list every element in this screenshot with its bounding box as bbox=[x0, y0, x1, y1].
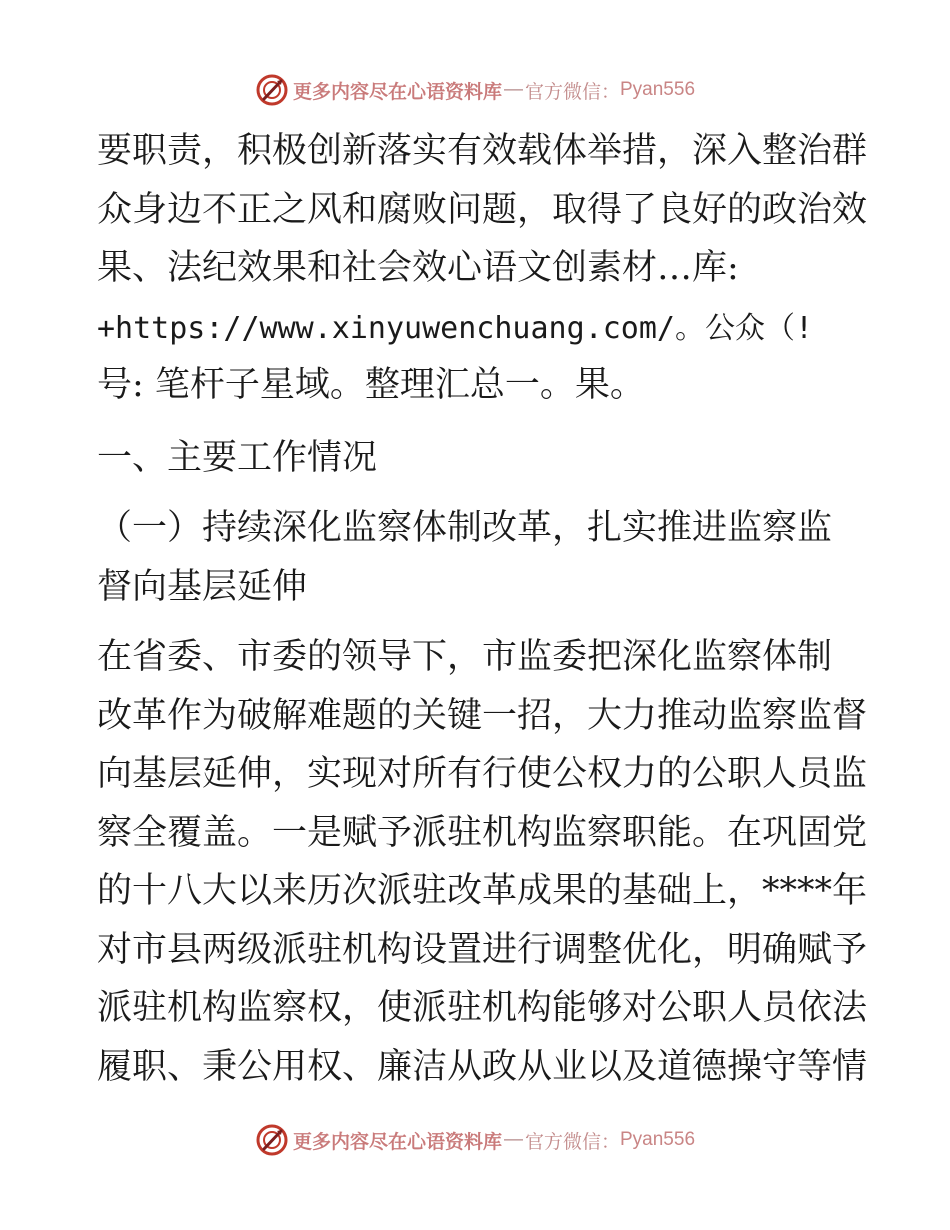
watermark-separator: — bbox=[503, 79, 523, 100]
brand-logo-icon bbox=[255, 73, 289, 107]
text-line: 号: 笔杆子星域。整理汇总一。果。 bbox=[97, 365, 645, 405]
paragraph-line: 派驻机构监察权，使派驻机构能够对公职人员依法 bbox=[97, 988, 868, 1028]
header-watermark bbox=[0, 70, 950, 110]
watermark-contact-label: 官方微信： bbox=[524, 80, 620, 103]
paragraph-line: 的十八大以来历次派驻改革成果的基础上，****年 bbox=[97, 871, 868, 911]
watermark-contact-id: Pyan556 bbox=[620, 1129, 696, 1150]
footer-watermark bbox=[0, 1120, 950, 1160]
subsection-heading: 督向基层延伸 bbox=[97, 566, 308, 607]
watermark-brand: 更多内容尽在心语资料库 bbox=[292, 1130, 502, 1153]
watermark-contact-label: 官方微信： bbox=[524, 1130, 620, 1153]
paragraph-line: 改革作为破解难题的关键一招，大力推动监察监督 bbox=[97, 695, 868, 736]
text-line: 众身边不正之风和腐败问题，取得了良好的政治效 bbox=[97, 189, 868, 230]
text-line: 要职责，积极创新落实有效载体举措，深入整治群 bbox=[97, 131, 868, 171]
paragraph-line: 向基层延伸，实现对所有行使公权力的公职人员监 bbox=[97, 754, 868, 794]
document-body bbox=[97, 122, 868, 1096]
source-url-text: +https://www.xinyuwenchuang.com/。公众（! bbox=[97, 310, 814, 346]
paragraph-line: 察全覆盖。一是赋予派驻机构监察职能。在巩固党 bbox=[97, 812, 868, 853]
paragraph-line: 在省委、市委的领导下，市监委把深化监察体制 bbox=[97, 637, 833, 677]
text-line: 果、法纪效果和社会效心语文创素材…库: bbox=[97, 248, 739, 288]
subsection-heading: （一）持续深化监察体制改革，扎实推进监察监 bbox=[97, 508, 833, 548]
source-url-line bbox=[97, 298, 857, 357]
watermark-separator: — bbox=[503, 1129, 523, 1150]
section-heading: 一、主要工作情况 bbox=[97, 437, 378, 478]
paragraph-line: 履职、秉公用权、廉洁从政从业以及道德操守等情 bbox=[97, 1046, 868, 1087]
watermark-brand: 更多内容尽在心语资料库 bbox=[292, 80, 502, 103]
paragraph-line: 对市县两级派驻机构设置进行调整优化，明确赋予 bbox=[97, 929, 868, 970]
watermark-contact-id: Pyan556 bbox=[620, 79, 696, 100]
brand-logo-icon bbox=[255, 1123, 289, 1157]
